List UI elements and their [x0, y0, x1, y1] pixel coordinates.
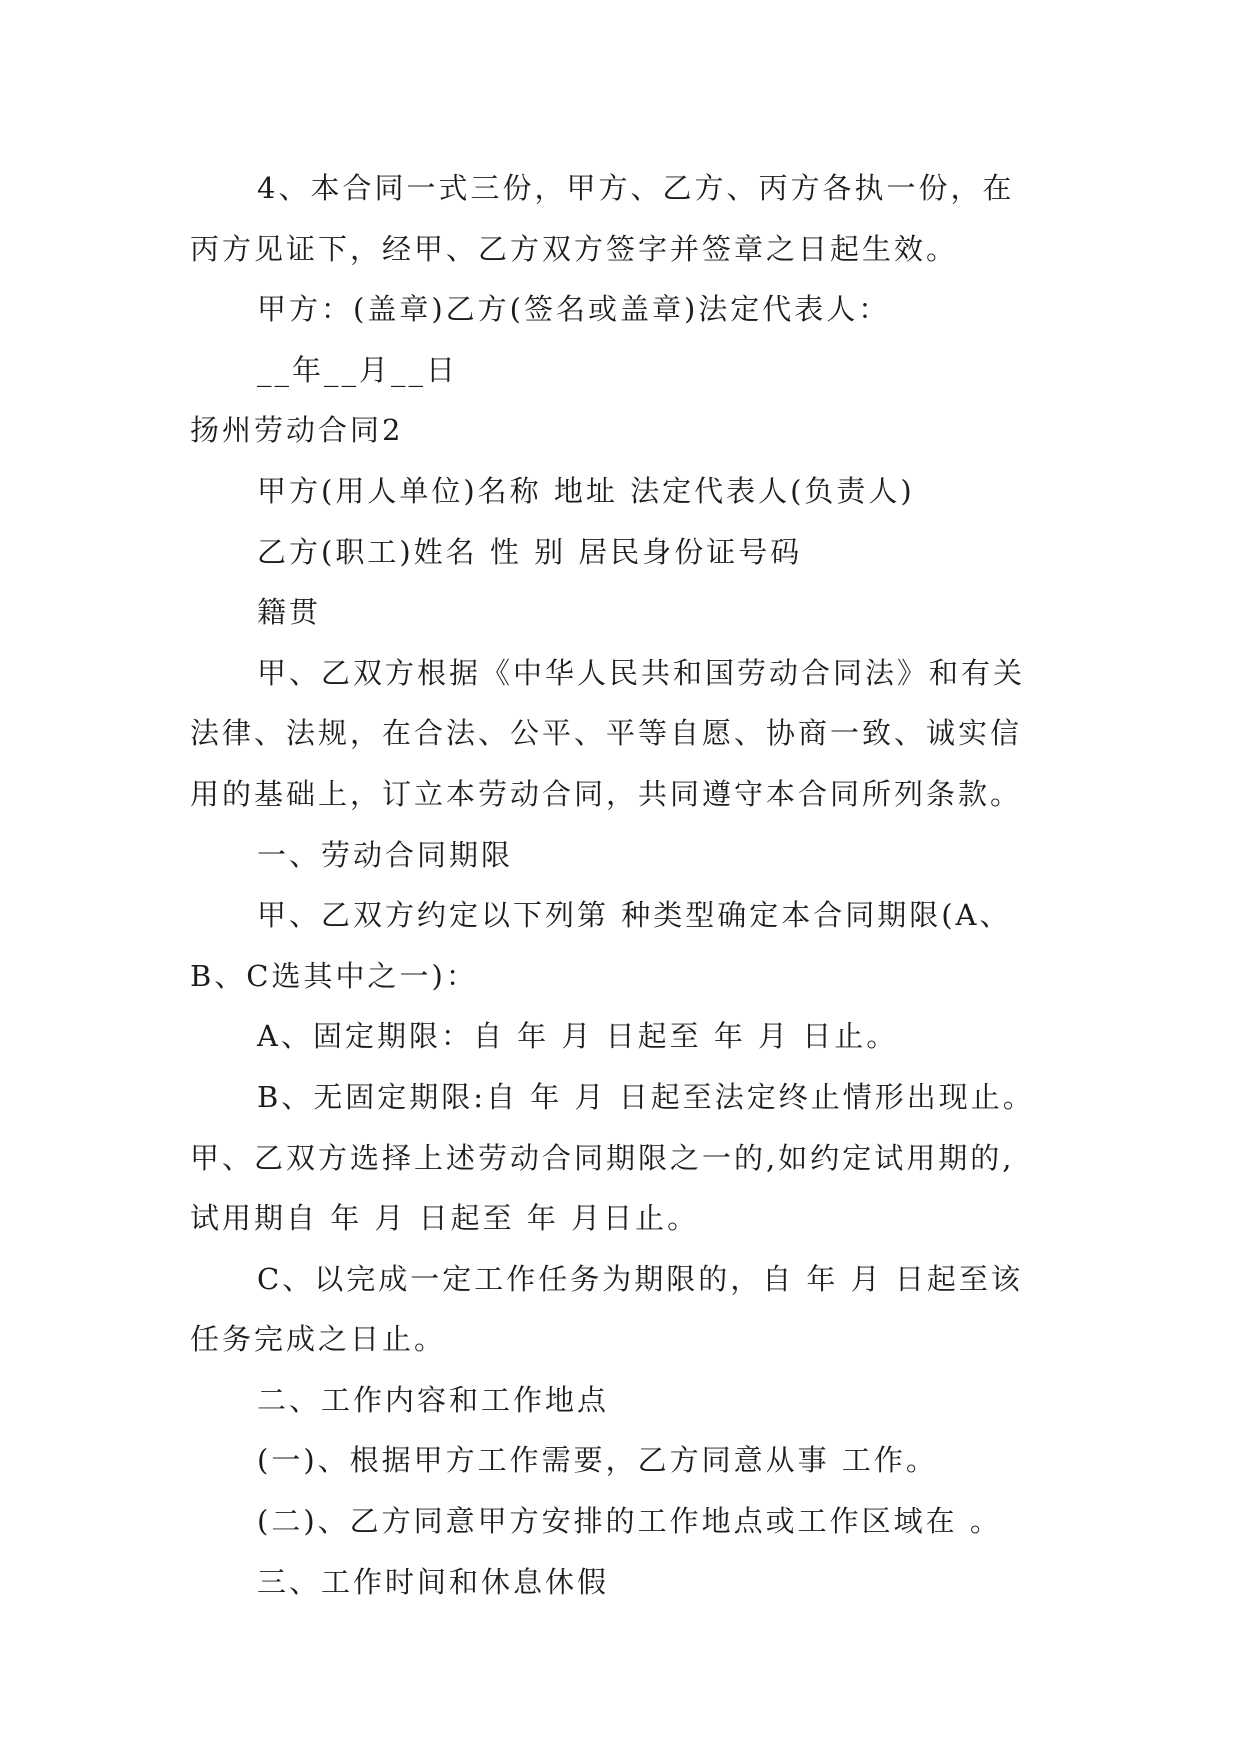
paragraph-line: (一)、根据甲方工作需要，乙方同意从事 工作。: [257, 1443, 938, 1478]
paragraph-line: 丙方见证下，经甲、乙方双方签字并签章之日起生效。: [190, 231, 959, 266]
paragraph-line: 甲、乙双方选择上述劳动合同期限之一的,如约定试用期的,: [190, 1140, 1015, 1175]
signature-line: 甲方：(盖章)乙方(签名或盖章)法定代表人：: [257, 292, 891, 327]
section-heading: 一、劳动合同期限: [257, 837, 514, 872]
paragraph-line: B、C选其中之一)：: [190, 958, 478, 993]
paragraph-line: C、以完成一定工作任务为期限的，自 年 月 日起至该: [257, 1261, 1023, 1296]
party-b-info: 乙方(职工)姓名 性 别 居民身份证号码: [257, 534, 803, 569]
party-a-info: 甲方(用人单位)名称 地址 法定代表人(负责人): [257, 473, 915, 508]
paragraph-line: B、无固定期限:自 年 月 日起至法定终止情形出现止。: [257, 1079, 1035, 1114]
section-heading: 三、工作时间和休息休假: [257, 1564, 610, 1599]
section-heading: 二、工作内容和工作地点: [257, 1382, 610, 1417]
paragraph-line: 试用期自 年 月 日起至 年 月日止。: [190, 1201, 700, 1236]
paragraph-line: 任务完成之日止。: [190, 1322, 447, 1357]
document-title: 扬州劳动合同2: [190, 413, 404, 448]
native-place-line: 籍贯: [257, 595, 322, 630]
paragraph-line: 甲、乙双方约定以下列第 种类型确定本合同期限(A、: [257, 898, 1012, 933]
paragraph-line: 甲、乙双方根据《中华人民共和国劳动合同法》和有关: [257, 655, 1026, 690]
paragraph-line: 法律、法规，在合法、公平、平等自愿、协商一致、诚实信: [190, 716, 1023, 751]
paragraph-line: (二)、乙方同意甲方安排的工作地点或工作区域在 。: [257, 1504, 1002, 1539]
paragraph-line: 4、本合同一式三份，甲方、乙方、丙方各执一份，在: [257, 171, 1015, 205]
paragraph-line: 用的基础上，订立本劳动合同，共同遵守本合同所列条款。: [190, 776, 1023, 811]
date-line: __年__月__日: [257, 352, 459, 387]
paragraph-line: A、固定期限：自 年 月 日起至 年 月 日止。: [257, 1019, 899, 1054]
document-body: [190, 158, 1060, 1612]
